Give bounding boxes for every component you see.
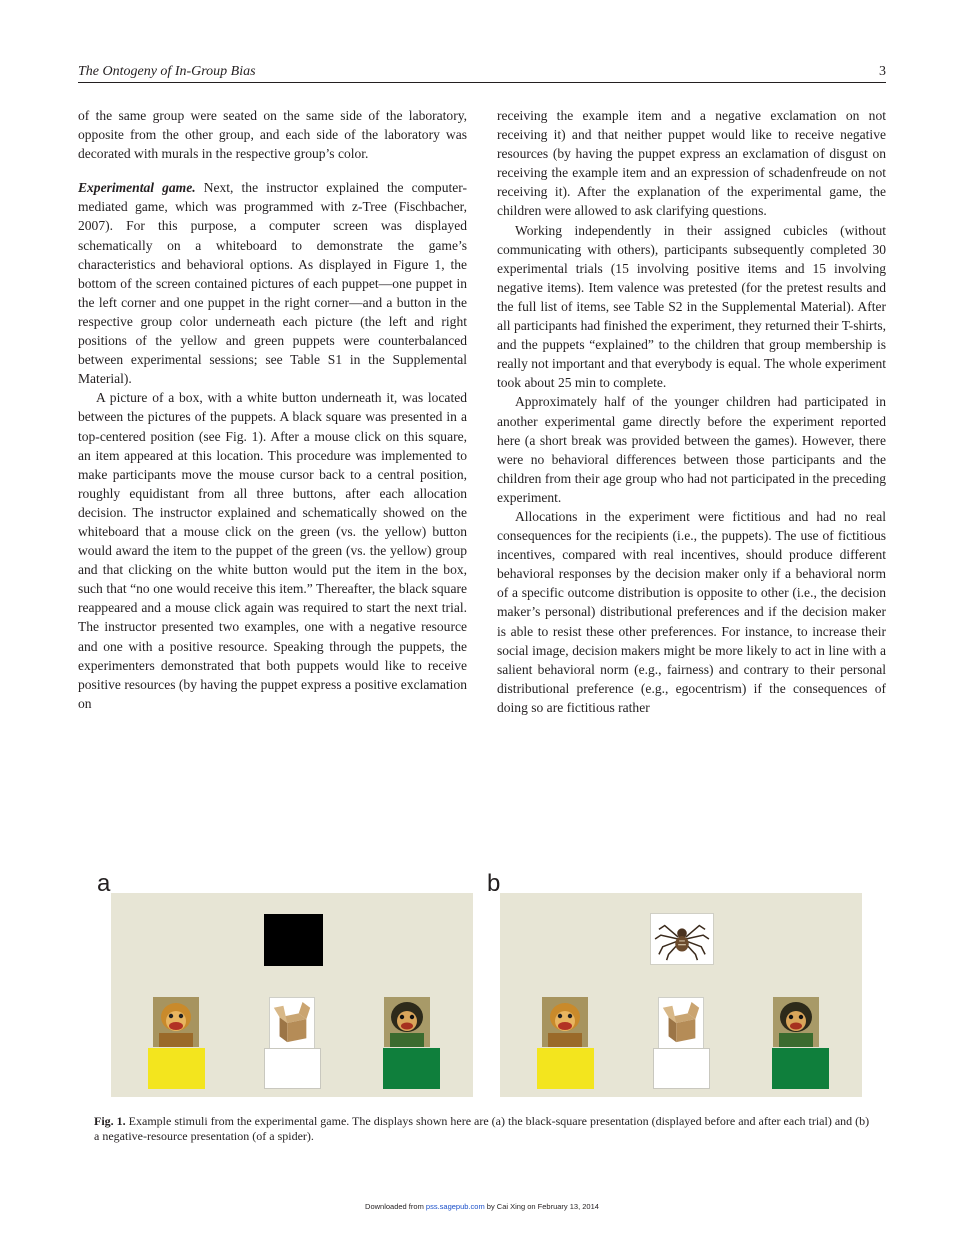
black-square: [264, 914, 323, 966]
figure-caption: [94, 1114, 874, 1144]
section-heading: Experimental game.: [78, 180, 196, 196]
green-button: [383, 1048, 440, 1089]
figure-label: Fig. 1.: [94, 1114, 126, 1128]
green-puppet-image: [384, 997, 430, 1047]
yellow-button: [537, 1048, 594, 1089]
running-header: [78, 58, 886, 83]
yellow-puppet-image: [153, 997, 199, 1047]
right-column: [497, 106, 886, 717]
page-number: 3: [879, 64, 886, 79]
paragraph-experimental-game: [78, 178, 467, 388]
box-image: [658, 997, 704, 1049]
figure-panel-a: [111, 893, 473, 1097]
paragraph: Allocations in the experiment were fictitious and had no real consequences for the recipients (i.e., the puppets). The use of fictitious incentives, compared with real incentives, should produce different behavioral responses by the decision maker only if a behavioral norm of a specific outcome distribution is opposite to other (i.e., the decision maker’s personal) distributional preferences and if the decision maker is able to resist these other preferences. For instance, to increase their social image, decision makers might be more likely to act in line with a salient behavioral norm (e.g., fairness) and contrary to their personal distributional preference (e.g., egocentrism) if the consequences of doing so are fictitious rather: [497, 508, 886, 715]
green-puppet-image: [773, 997, 819, 1047]
paragraph: A picture of a box, with a white button underneath it, was located between the pictures of the puppets. A black square was presented in a top-centered position (see Fig. 1). After a mouse click on this square, an item appeared at this location. This procedure was implemented to make participants move the mouse cursor back to a central position, roughly equidistant from all three buttons, after each allocation decision. The instructor explained and schematically showed on the whiteboard that a mouse click on the green (vs. the yellow) button would award the item to the puppet of the green (vs. the yellow) group and that clicking on the white button would put the item in the box, such that “no one would receive this item.” Thereafter, the black square reappeared and a mouse click again was required to start the next trial. The instructor presented two examples, one with a negative resource and one with a positive resource. Speaking through the puppets, the experimenters demonstrated that both puppets would like to receive positive resources (by having the puppet express a positive exclamation on: [78, 390, 467, 711]
yellow-puppet-image: [542, 997, 588, 1047]
panel-label-a: a: [97, 870, 111, 897]
download-footer: [0, 1202, 964, 1211]
yellow-button: [148, 1048, 205, 1089]
paragraph: of the same group were seated on the same side of the laboratory, opposite from the other group, and each side of the laboratory was decorated with murals in the respective group’s color.: [78, 108, 467, 162]
panel-label-b: b: [487, 870, 501, 897]
left-column: [78, 106, 467, 713]
paragraph: Approximately half of the younger children had participated in another experimental game directly before the experiment reported here (a short break was provided between the games). However, there were no behavioral differences between those participants and the children from their age group who had not participated in the preceding experiment.: [497, 394, 886, 505]
paragraph: receiving the example item and a negative exclamation on not receiving it) and that neither puppet would like to receive negative resources (by having the puppet express an exclamation of disgust on receiving the example item and an expression of schadenfreude on not receiving it). After the explanation of the experimental game, the children were allowed to ask clarifying questions.: [497, 108, 886, 219]
white-button: [653, 1048, 710, 1089]
footer-link[interactable]: pss.sagepub.com: [425, 1202, 485, 1211]
white-button: [264, 1048, 321, 1089]
box-image: [269, 997, 315, 1049]
spider-image: [650, 913, 714, 965]
caption-text: Example stimuli from the experimental game. The displays shown here are (a) the black-square presentation (displayed before and after each trial) and (b) a negative-resource presentation (of a spider).: [94, 1114, 870, 1143]
paragraph: Working independently in their assigned cubicles (without communicating with others), participants subsequently completed 30 experimental trials (15 involving positive items and 15 involving negative items). Item valence was pretested (for the pretest results and the full list of items, see Table S2 in the Supplemental Material). After all participants had finished the experiment, they returned their T-shirts, and the puppets “explained” to the children that group membership is really not important and that everybody is equal. The whole experiment took about 25 min to complete.: [497, 222, 886, 391]
paragraph-body: Next, the instructor explained the computer-mediated game, which was programmed with z-Tree (Fischbacher, 2007). For this purpose, a computer screen was displayed schematically on a whiteboard to demonstrate the game’s characteristics and behavioral options. As displayed in Figure 1, the bottom of the screen contained pictures of each puppet—one puppet in the left corner and one puppet in the right corner—and a button in the respective group color underneath each picture (the left and right positions of the yellow and green puppets were counterbalanced between experimental sessions; see Table S1 in the Supplemental Material).: [78, 180, 467, 387]
footer-prefix: Downloaded from: [365, 1202, 426, 1211]
figure-panel-b: [500, 893, 862, 1097]
green-button: [772, 1048, 829, 1089]
running-title: The Ontogeny of In-Group Bias: [78, 64, 256, 79]
footer-suffix: by Cai Xing on February 13, 2014: [484, 1202, 599, 1211]
